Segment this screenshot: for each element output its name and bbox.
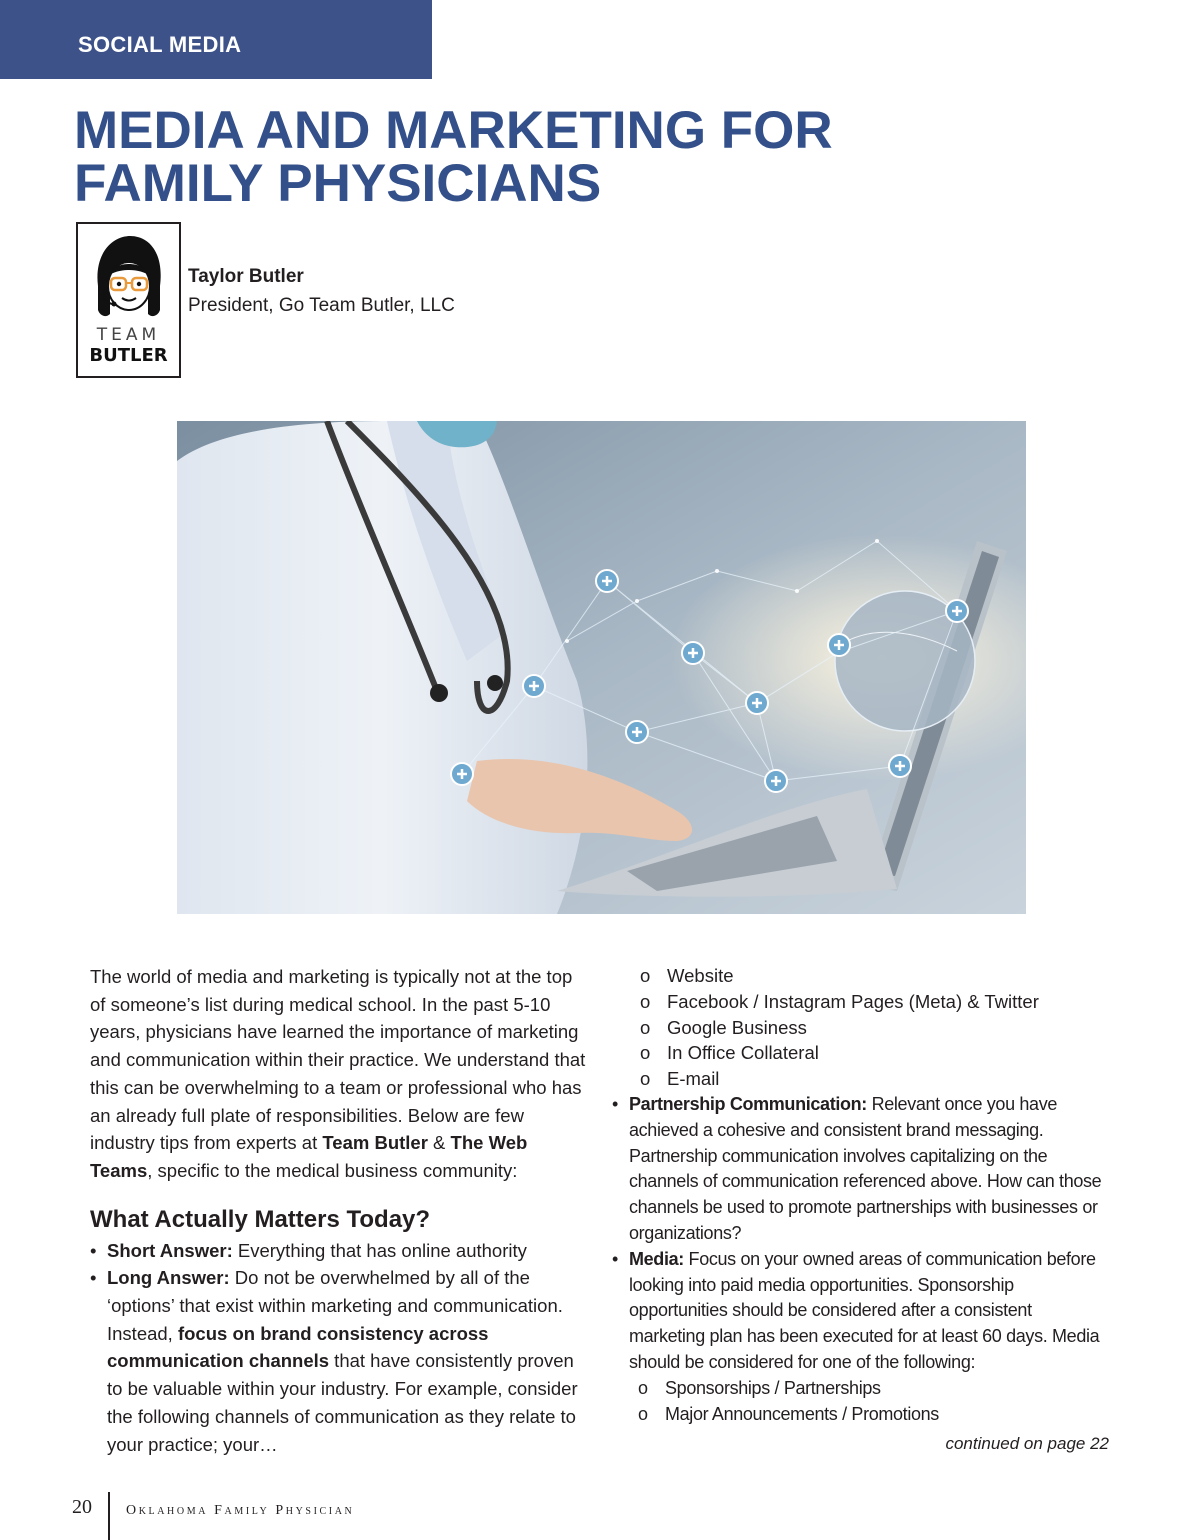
list-item: • Partnership Communication: Relevant once you have achieved a cohesive and consistent brand messaging. Partnership communication involves capitalizing on the channels of communication referenced above. How can those channels be used to promote partnerships with businesses or organizations? <box>612 1092 1112 1247</box>
subheading: What Actually Matters Today? <box>90 1205 431 1233</box>
publication-name: Oklahoma Family Physician <box>126 1503 355 1518</box>
author-name: Taylor Butler <box>188 266 304 287</box>
author-role: President, Go Team Butler, LLC <box>188 295 455 316</box>
author-logo <box>76 222 181 378</box>
team-butler-bold: Team Butler <box>322 1132 428 1154</box>
logo-text-butler: BUTLER <box>89 345 168 366</box>
strategy-list <box>612 1092 1112 1427</box>
article-title <box>74 101 833 213</box>
media-options-list <box>629 1376 1112 1428</box>
channels-list <box>612 963 1112 1092</box>
section-tab <box>0 0 432 79</box>
title-line-1: MEDIA AND MARKETING FOR <box>74 101 833 160</box>
list-item: • Long Answer: Do not be overwhelmed by all of the ‘options’ that exist within marketing and communication. Instead, focus on brand consistency across communication channels that have consistently proven to be valuable within your industry. For example, consider the following channels of communication as they relate to your practice; your… <box>90 1264 590 1458</box>
section-label: SOCIAL MEDIA <box>78 32 242 57</box>
list-item: o Major Announcements / Promotions <box>638 1402 1112 1428</box>
title-line-2: FAMILY PHYSICIANS <box>74 154 602 213</box>
list-item: o E-mail <box>640 1066 1112 1092</box>
logo-text-team: TEAM <box>96 325 161 345</box>
list-item: o Sponsorships / Partnerships <box>638 1376 1112 1402</box>
web-teams-bold: The Web Teams <box>90 1132 528 1181</box>
intro-paragraph: The world of media and marketing is typically not at the top of someone’s list during medical school. In the past 5-10 years, physicians have learned the importance of marketing and communication within their practice. We understand that this can be overwhelming to a team or professional who has an already full plate of responsibilities. Below are few industry tips from experts at Team Butler & The Web Teams, specific to the medical business community: <box>90 966 586 1181</box>
footer-divider <box>108 1492 110 1540</box>
page-number: 20 <box>72 1496 92 1518</box>
column-left <box>90 963 590 1458</box>
list-item: o Google Business <box>640 1015 1112 1041</box>
list-item: o Website <box>640 963 1112 989</box>
column-right <box>612 963 1112 1427</box>
hero-image-doctor-laptop <box>177 421 1026 914</box>
list-item: o Facebook / Instagram Pages (Meta) & Twitter <box>640 989 1112 1015</box>
list-item: • Short Answer: Everything that has online authority <box>90 1237 590 1265</box>
answers-list <box>90 1237 590 1459</box>
list-item: o In Office Collateral <box>640 1040 1112 1066</box>
continued-note: continued on page 22 <box>945 1434 1109 1453</box>
list-item: • Media: Focus on your owned areas of communication before looking into paid media opportunities. Sponsorship opportunities should be considered after a consistent marketing plan has been executed for at least 60 days. Media should be considered for one of the following: o Sponsorships / Partnerships o Major Announcements / Promotions <box>612 1247 1112 1428</box>
